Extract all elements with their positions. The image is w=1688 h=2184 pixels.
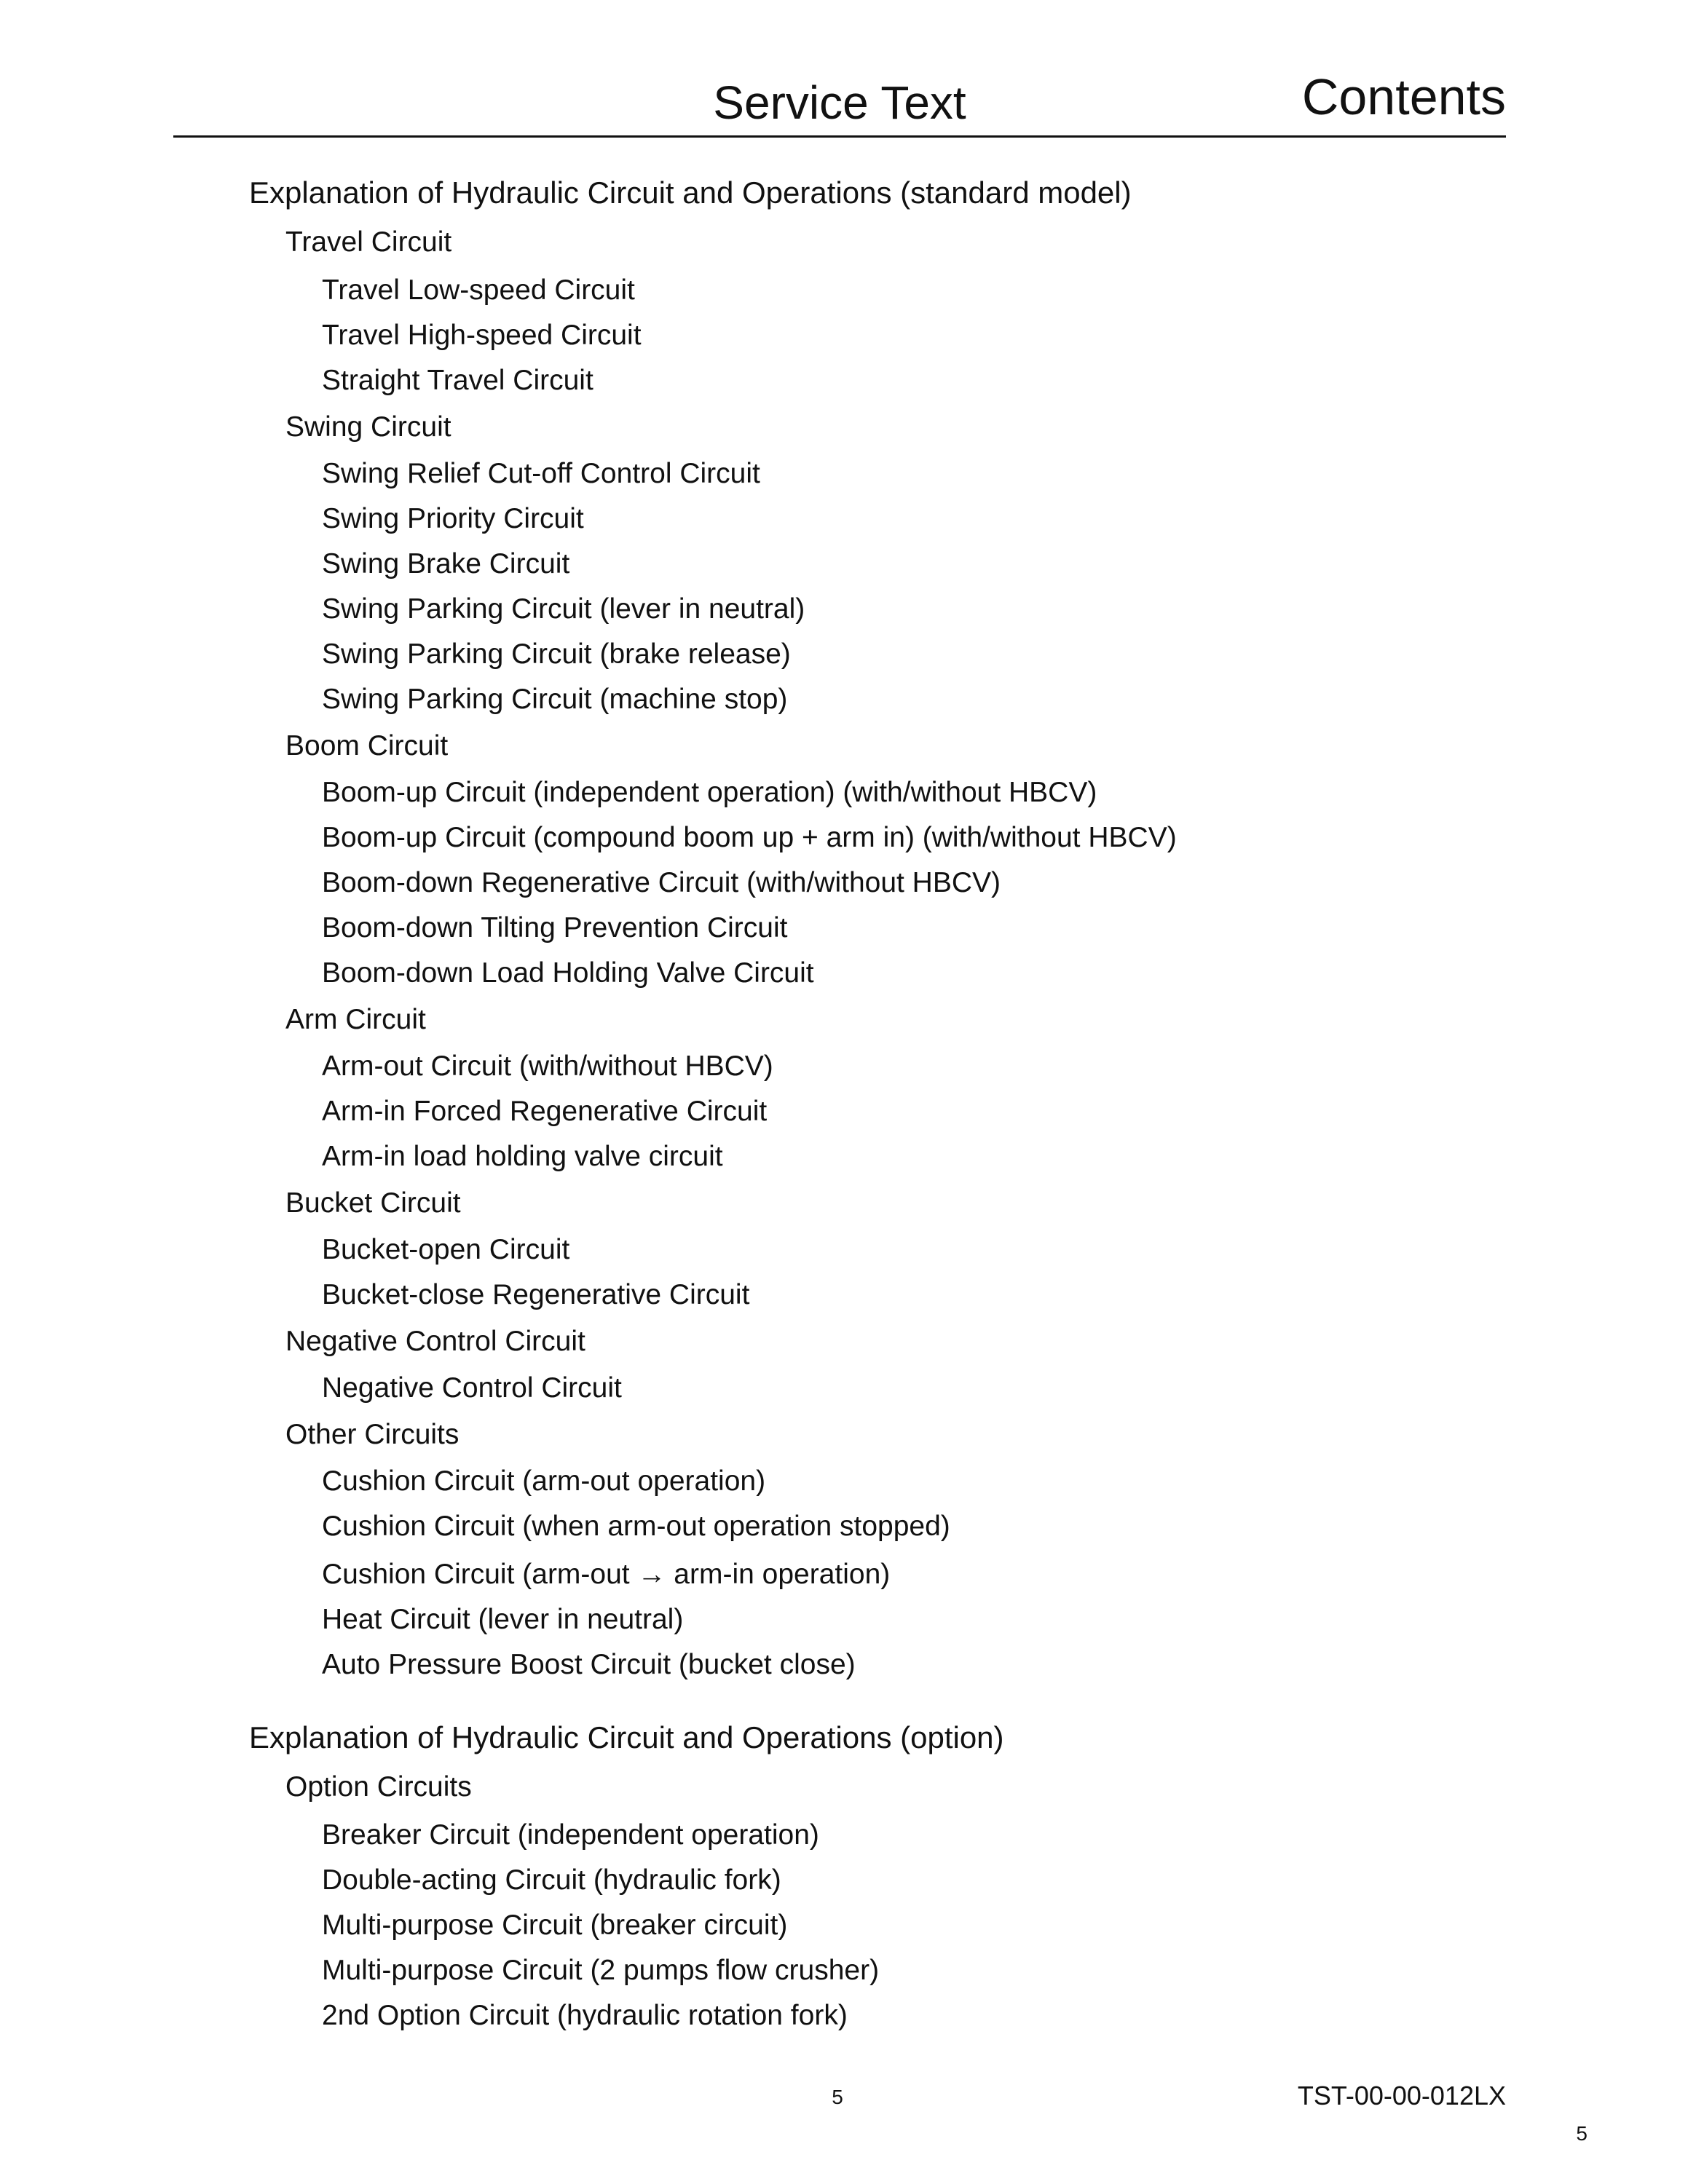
toc-entry: Boom-down Load Holding Valve Circuit	[322, 957, 814, 989]
toc-entry: Travel Low-speed Circuit	[322, 274, 635, 306]
toc-entry: Swing Parking Circuit (brake release)	[322, 638, 791, 670]
toc-subsection: Boom Circuit	[285, 730, 449, 761]
toc-entry: Boom-up Circuit (independent operation) (with/without HBCV)	[322, 777, 1097, 808]
toc-subsection: Bucket Circuit	[285, 1187, 461, 1219]
toc-subsection: Travel Circuit	[285, 226, 452, 258]
toc-entry: Auto Pressure Boost Circuit (bucket close)	[322, 1649, 856, 1680]
toc-subsection: Arm Circuit	[285, 1004, 426, 1035]
toc-entry: 2nd Option Circuit (hydraulic rotation fork)	[322, 2000, 848, 2031]
toc-entry: Arm-in Forced Regenerative Circuit	[322, 1096, 768, 1127]
header-title: Service Text	[713, 76, 966, 129]
toc-entry: Cushion Circuit (arm-out → arm-in operation)	[322, 1559, 891, 1590]
toc-entry: Swing Relief Cut-off Control Circuit	[322, 458, 760, 489]
toc-section-heading: Explanation of Hydraulic Circuit and Operations (standard model)	[249, 175, 1132, 210]
toc-entry: Swing Parking Circuit (machine stop)	[322, 684, 788, 715]
toc-entry: Breaker Circuit (independent operation)	[322, 1819, 819, 1851]
corner-page-number: 5	[1576, 2122, 1588, 2145]
toc-entry: Cushion Circuit (when arm-out operation stopped)	[322, 1511, 950, 1542]
toc-entry: Multi-purpose Circuit (2 pumps flow crusher)	[322, 1955, 880, 1986]
toc-entry: Boom-up Circuit (compound boom up + arm in) (with/without HBCV)	[322, 822, 1177, 853]
toc-entry: Boom-down Regenerative Circuit (with/without HBCV)	[322, 867, 1001, 898]
toc-entry: Swing Priority Circuit	[322, 503, 584, 534]
toc-entry: Arm-out Circuit (with/without HBCV)	[322, 1051, 773, 1082]
toc-entry: Negative Control Circuit	[322, 1372, 622, 1404]
toc-entry: Bucket-open Circuit	[322, 1234, 570, 1265]
toc-entry: Heat Circuit (lever in neutral)	[322, 1604, 684, 1635]
toc-subsection: Swing Circuit	[285, 411, 451, 443]
toc-section-heading: Explanation of Hydraulic Circuit and Operations (option)	[249, 1720, 1004, 1754]
toc-subsection: Other Circuits	[285, 1419, 460, 1450]
footer-doc-code: TST-00-00-012LX	[1297, 2081, 1506, 2110]
toc-entry: Straight Travel Circuit	[322, 365, 593, 396]
toc-entry: Double-acting Circuit (hydraulic fork)	[322, 1864, 781, 1896]
toc-subsection: Negative Control Circuit	[285, 1326, 585, 1357]
toc-entry: Cushion Circuit (arm-out operation)	[322, 1465, 766, 1497]
toc-entry: Arm-in load holding valve circuit	[322, 1141, 723, 1172]
header-section: Contents	[1301, 68, 1506, 125]
footer-page-number: 5	[832, 2086, 843, 2108]
toc-subsection: Option Circuits	[285, 1771, 472, 1803]
toc-entry: Travel High-speed Circuit	[322, 320, 642, 351]
toc-entry: Swing Parking Circuit (lever in neutral)	[322, 593, 805, 625]
toc-entry: Swing Brake Circuit	[322, 548, 570, 579]
toc-entry: Bucket-close Regenerative Circuit	[322, 1279, 750, 1310]
toc-entry: Multi-purpose Circuit (breaker circuit)	[322, 1910, 788, 1941]
toc-entry: Boom-down Tilting Prevention Circuit	[322, 912, 788, 943]
